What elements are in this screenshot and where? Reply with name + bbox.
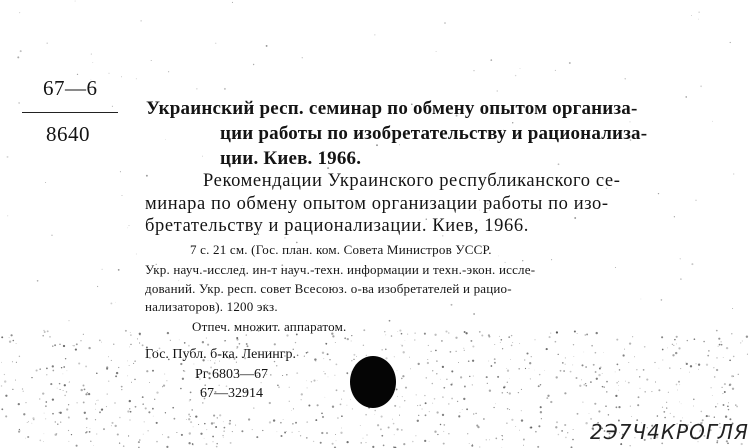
printing-note: Отпеч. множит. аппаратом.: [192, 319, 347, 334]
collation-line-3: дований. Укр. респ. совет Всесоюз. о-ва изобретателей и рацио-: [145, 281, 512, 296]
library-line-3: 67—32914: [200, 386, 263, 401]
library-line-1: Гос. Публ. б-ка. Ленингр.: [145, 347, 297, 362]
heading-line-3: ции. Киев. 1966.: [220, 148, 362, 169]
heading-line-1: Украинский респ. семинар по обмену опытом организа-: [146, 98, 638, 119]
shelf-number: 8640: [46, 122, 90, 146]
title-line-2: минара по обмену опытом организации работы по изо-: [145, 194, 609, 214]
handwritten-note: 2Э7Ч4КРОГЛЯ: [590, 420, 749, 444]
library-line-2: Рг 6803—67: [195, 367, 269, 382]
collation-line-4: нализаторов). 1200 экз.: [145, 299, 278, 314]
heading-line-2: ции работы по изобретательству и рационализа-: [220, 123, 648, 144]
collation-line-2: Укр. науч.-исслед. ин-т науч.-техн. информации и техн.-экон. иссле-: [145, 262, 536, 277]
title-line-1: Рекомендации Украинского республиканского се-: [203, 171, 621, 191]
title-line-3: бретательству и рационализации. Киев, 1966.: [145, 216, 529, 236]
call-number-divider: [22, 112, 118, 113]
call-number: 67—6: [43, 76, 98, 100]
collation-line-1: 7 с. 21 см. (Гос. план. ком. Совета Министров УССР.: [190, 242, 492, 257]
ink-blot-stamp: [350, 356, 396, 408]
